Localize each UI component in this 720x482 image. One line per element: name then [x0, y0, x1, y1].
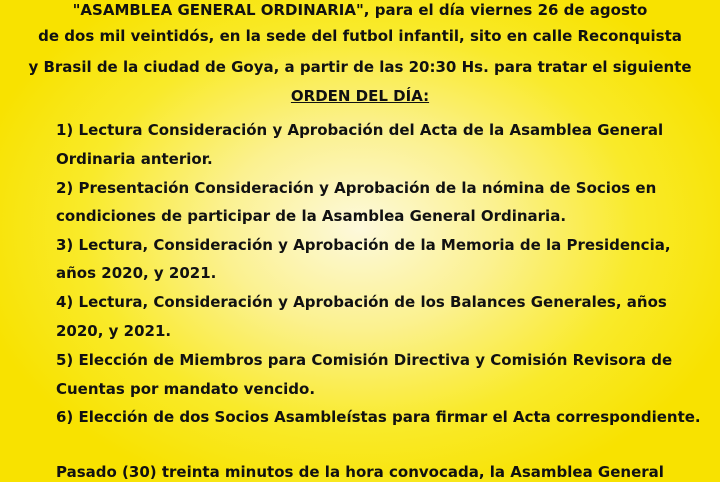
- agenda-item-1-line-2: Ordinaria anterior.: [56, 150, 213, 168]
- agenda-item-3-line-1: 3) Lectura, Consideración y Aprobación de la Memoria de la Presidencia,: [56, 236, 671, 254]
- intro-line-3: y Brasil de la ciudad de Goya, a partir de las 20:30 Hs. para tratar el siguiente: [28, 58, 692, 76]
- agenda-item-1-line-1: 1) Lectura Consideración y Aprobación del Acta de la Asamblea General: [56, 121, 664, 139]
- agenda-item-3-line-2: años 2020, y 2021.: [56, 264, 217, 282]
- agenda-item-2-line-1: 2) Presentación Consideración y Aprobación de la nómina de Socios en: [56, 179, 657, 197]
- agenda-item-4-line-2: 2020, y 2021.: [56, 322, 172, 340]
- intro-line-1: "ASAMBLEA GENERAL ORDINARIA", para el día viernes 26 de agosto: [72, 1, 648, 19]
- agenda-item-5-line-1: 5) Elección de Miembros para Comisión Directiva y Comisión Revisora de: [56, 351, 673, 369]
- agenda-heading: ORDEN DEL DÍA:: [290, 87, 430, 105]
- intro-line-2: de dos mil veintidós, en la sede del futbol infantil, sito en calle Reconquista: [38, 27, 682, 45]
- agenda-item-6: 6) Elección de dos Socios Asambleístas para firmar el Acta correspondiente.: [56, 408, 701, 426]
- closing-paragraph-line: Pasado (30) treinta minutos de la hora convocada, la Asamblea General: [56, 463, 664, 481]
- agenda-item-5-line-2: Cuentas por mandato vencido.: [56, 380, 316, 398]
- agenda-item-2-line-2: condiciones de participar de la Asamblea General Ordinaria.: [56, 207, 567, 225]
- agenda-item-4-line-1: 4) Lectura, Consideración y Aprobación de los Balances Generales, años: [56, 293, 667, 311]
